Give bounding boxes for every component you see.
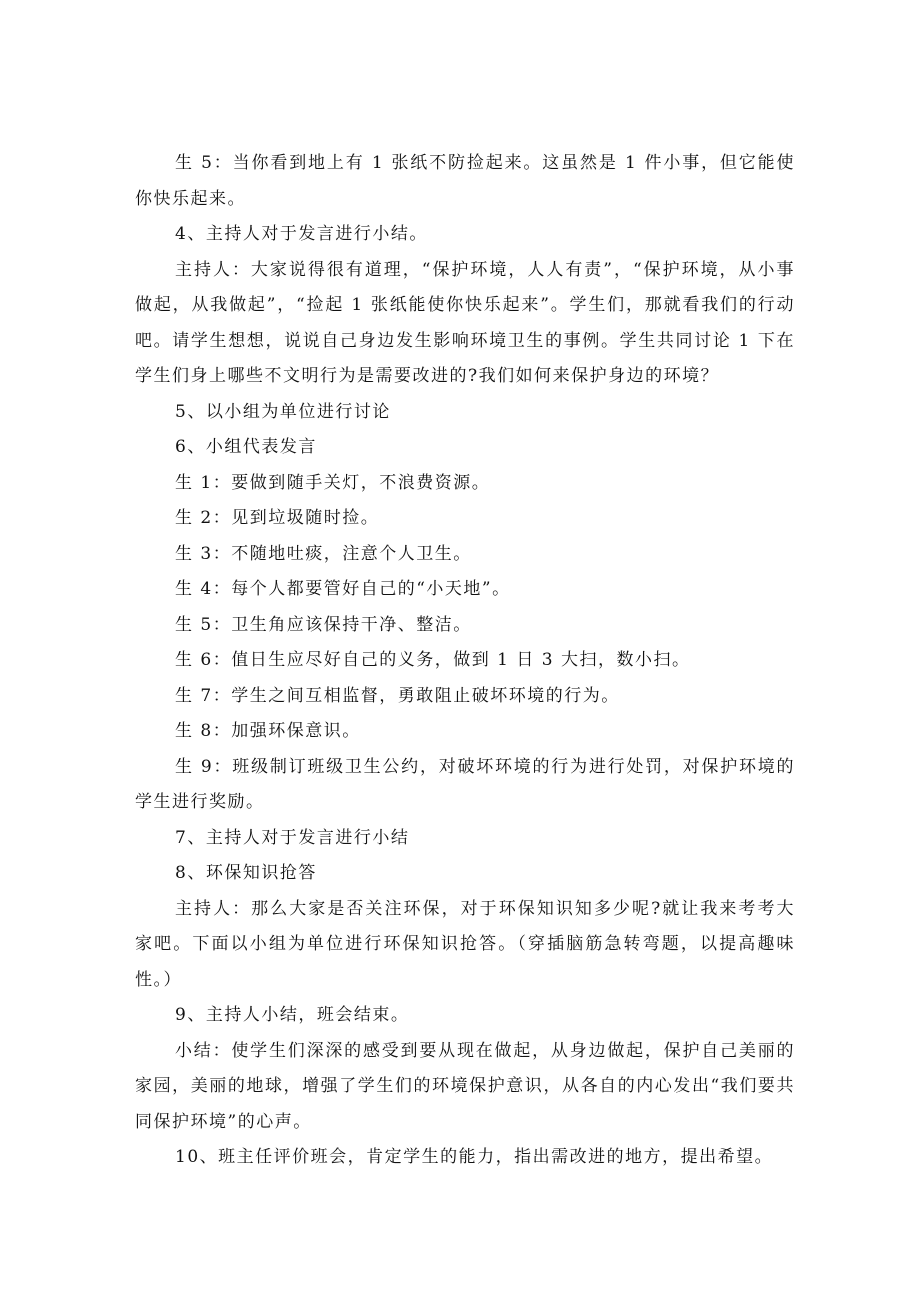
paragraph-step7-host-summary: 7、主持人对于发言进行小结 <box>175 827 410 848</box>
paragraph-student4: 生 4：每个人都要管好自己的“小天地”。 <box>175 579 511 599</box>
paragraph-step10-teacher-evaluation: 10、班主任评价班会，肯定学生的能力，指出需改进的地方，提出希望。 <box>175 1147 774 1167</box>
paragraph-student9: 生 9：班级制订班级卫生公约，对破坏环境的行为进行处罚，对保护环境的学生进行奖励。 <box>135 756 795 812</box>
paragraph-host-remarks: 主持人：大家说得很有道理，“保护环境，人人有责”，“保护环境，从小事做起，从我做起”，“捡起 1 张纸能使你快乐起来”。学生们，那就看我们的行动吧。请学生想想，说说自己身边发生影响环境卫生的事例。学生共同讨论 1 下在学生们身上哪些不文明行为是需要改进的?我们如何来保护身边的环境？ <box>135 259 795 386</box>
paragraph-summary: 小结：使学生们深深的感受到要从现在做起，从身边做起，保护自己美丽的家园，美丽的地球，增强了学生们的环境保护意识，从各自的内心发出“我们要共同保护环境”的心声。 <box>135 1040 795 1132</box>
paragraph-step5-group-discussion: 5、以小组为单位进行讨论 <box>175 401 391 422</box>
paragraph-step6-group-speech: 6、小组代表发言 <box>175 437 317 457</box>
paragraph-student3: 生 3：不随地吐痰，注意个人卫生。 <box>175 543 472 564</box>
paragraph-student5-pick-paper: 生 5：当你看到地上有 1 张纸不防捡起来。这虽然是 1 件小事，但它能使你快乐起来。 <box>135 153 795 209</box>
paragraph-step9-meeting-end: 9、主持人小结，班会结束。 <box>175 1005 410 1025</box>
paragraph-student2: 生 2：见到垃圾随时捡。 <box>175 508 380 528</box>
paragraph-student5-hygiene-corner: 生 5：卫生角应该保持干净、整洁。 <box>175 614 472 635</box>
paragraph-step4-host-summary: 4、主持人对于发言进行小结。 <box>175 224 428 244</box>
paragraph-student7: 生 7：学生之间互相监督，勇敢阻止破坏环境的行为。 <box>175 685 620 706</box>
paragraph-student8: 生 8：加强环保意识。 <box>175 721 361 741</box>
paragraph-step8-quiz: 8、环保知识抢答 <box>175 863 317 883</box>
paragraph-student1: 生 1：要做到随手关灯，不浪费资源。 <box>175 472 491 493</box>
document-body <box>135 146 795 1176</box>
paragraph-student6: 生 6：值日生应尽好自己的义务，做到 1 日 3 大扫，数小扫。 <box>175 650 691 670</box>
paragraph-host-quiz-intro: 主持人：那么大家是否关注环保，对于环保知识知多少呢?就让我来考考大家吧。下面以小组为单位进行环保知识抢答。（穿插脑筋急转弯题，以提高趣味性。） <box>135 898 795 990</box>
